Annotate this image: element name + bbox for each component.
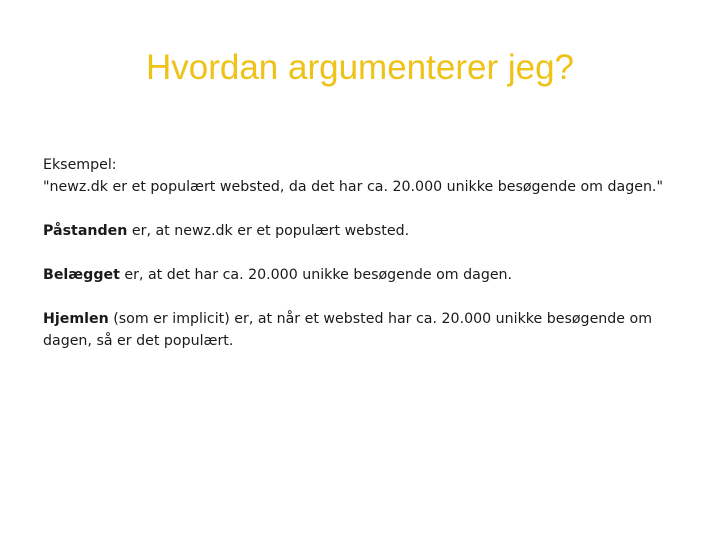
example-label: Eksempel:	[43, 157, 117, 173]
slide-body	[43, 154, 683, 352]
claim-term: Påstanden	[43, 223, 128, 239]
warrant-paragraph	[43, 308, 683, 352]
example-quote: "newz.dk er et populært websted, da det har ca. 20.000 unikke besøgende om dagen."	[43, 179, 663, 195]
claim-text: er, at newz.dk er et populært websted.	[127, 223, 410, 239]
evidence-paragraph	[43, 264, 683, 286]
warrant-term: Hjemlen	[43, 311, 109, 327]
evidence-term: Belægget	[43, 267, 120, 283]
warrant-text: (som er implicit) er, at når et websted har ca. 20.000 unikke besøgende om dagen, så er det populært.	[43, 311, 653, 349]
claim-paragraph	[43, 220, 683, 242]
slide-title: Hvordan argumenterer jeg?	[145, 48, 574, 87]
evidence-text: er, at det har ca. 20.000 unikke besøgende om dagen.	[119, 267, 513, 283]
